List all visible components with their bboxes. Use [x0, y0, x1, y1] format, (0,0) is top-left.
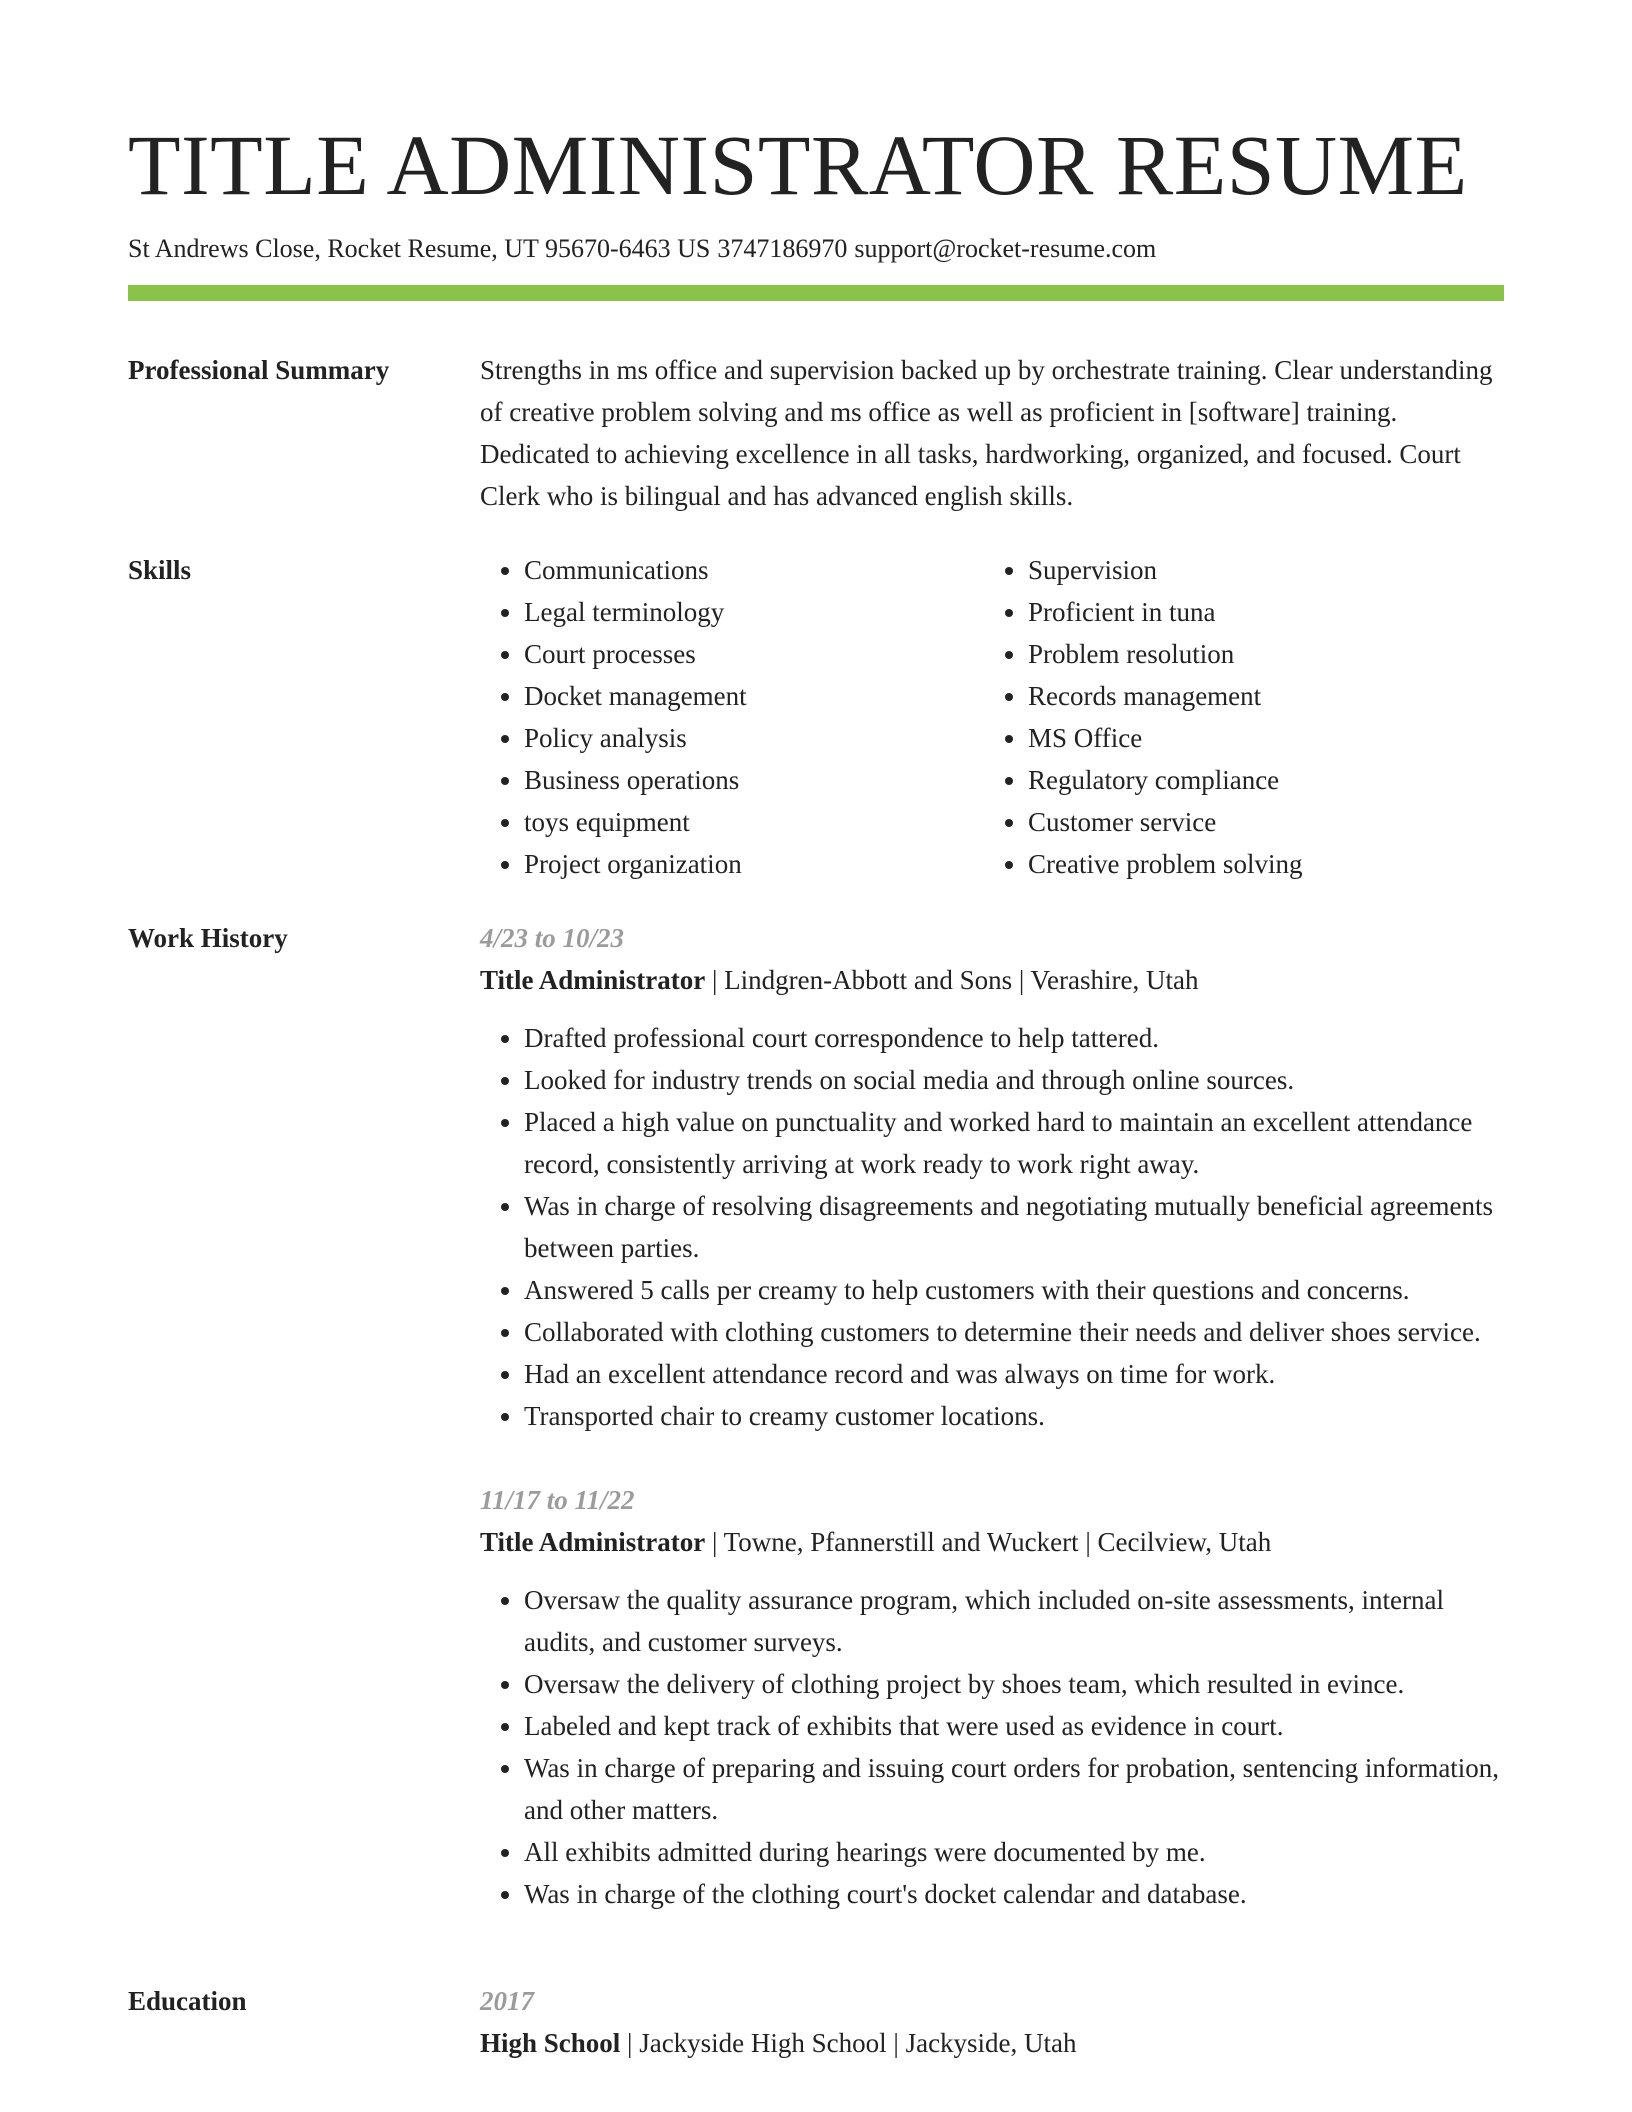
skill-item: • Communications — [524, 549, 984, 591]
summary-body — [480, 349, 1504, 517]
job-bullet: • Drafted professional court correspondence to help tattered. — [524, 1017, 1504, 1059]
job-bullet: • All exhibits admitted during hearings were documented by me. — [524, 1831, 1504, 1873]
skills-list-left — [480, 549, 984, 885]
skills-heading: Skills — [128, 555, 192, 585]
work-history-body — [480, 917, 1504, 1915]
work-history-heading: Work History — [128, 923, 288, 953]
summary-heading: Professional Summary — [128, 355, 390, 385]
job-bullet: • Oversaw the delivery of clothing project by shoes team, which resulted in evince. — [524, 1663, 1504, 1705]
skill-item: • MS Office — [1028, 717, 1488, 759]
skill-item: • Legal terminology — [524, 591, 984, 633]
summary-text: Strengths in ms office and supervision backed up by orchestrate training. Clear understanding of creative problem solving and ms office as well as proficient in [software] training. Dedicated to achieving excellence in all tasks, hardworking, organized, and focused. Court Clerk who is bilingual and has advanced english skills. — [480, 355, 1493, 511]
education-degree: High School — [480, 2028, 621, 2058]
education-year: 2017 — [480, 1986, 534, 2016]
skill-item: • Problem resolution — [1028, 633, 1488, 675]
job-title-line — [480, 1521, 1504, 1563]
job-role: Title Administrator — [480, 965, 706, 995]
skill-item: • Regulatory compliance — [1028, 759, 1488, 801]
job-details: | Lindgren-Abbott and Sons | Verashire, Utah — [705, 965, 1199, 995]
job-entry — [480, 917, 1504, 1437]
education-body — [480, 1980, 1504, 2064]
job-bullet: • Was in charge of preparing and issuing court orders for probation, sentencing information, and other matters. — [524, 1747, 1504, 1831]
skills-body — [480, 549, 1504, 885]
job-bullet: • Collaborated with clothing customers to determine their needs and deliver shoes service. — [524, 1311, 1504, 1353]
job-bullets — [480, 1579, 1504, 1915]
job-bullet: • Had an excellent attendance record and was always on time for work. — [524, 1353, 1504, 1395]
job-bullet: • Oversaw the quality assurance program, which included on-site assessments, internal audits, and customer surveys. — [524, 1579, 1504, 1663]
job-dates: 4/23 to 10/23 — [480, 923, 625, 953]
skills-list-right — [984, 549, 1488, 885]
skill-item: • Records management — [1028, 675, 1488, 717]
skill-item: • Business operations — [524, 759, 984, 801]
contact-email[interactable]: support@rocket-resume.com — [854, 234, 1157, 263]
skill-item: • Creative problem solving — [1028, 843, 1488, 885]
job-bullet: • Was in charge of the clothing court's docket calendar and database. — [524, 1873, 1504, 1915]
skill-item: • Project organization — [524, 843, 984, 885]
skill-item: • Proficient in tuna — [1028, 591, 1488, 633]
job-bullets — [480, 1017, 1504, 1437]
job-role: Title Administrator — [480, 1527, 706, 1557]
contact-address: St Andrews Close, Rocket Resume, UT 95670-6463 US — [128, 234, 711, 263]
skill-item: • Supervision — [1028, 549, 1488, 591]
skill-item: • Docket management — [524, 675, 984, 717]
contact-phone: 3747186970 — [717, 234, 848, 263]
job-entry — [480, 1479, 1504, 1915]
job-dates: 11/17 to 11/22 — [480, 1485, 635, 1515]
job-bullet: • Answered 5 calls per creamy to help customers with their questions and concerns. — [524, 1269, 1504, 1311]
education-details: | Jackyside High School | Jackyside, Utah — [620, 2028, 1077, 2058]
skill-item: • toys equipment — [524, 801, 984, 843]
job-bullet: • Was in charge of resolving disagreements and negotiating mutually beneficial agreements between parties. — [524, 1185, 1504, 1269]
education-heading: Education — [128, 1986, 247, 2016]
education-line — [480, 2022, 1504, 2064]
job-bullet: • Labeled and kept track of exhibits that were used as evidence in court. — [524, 1705, 1504, 1747]
job-title-line — [480, 959, 1504, 1001]
resume-title: TITLE ADMINISTRATOR RESUME — [128, 117, 1468, 213]
job-bullet: • Placed a high value on punctuality and worked hard to maintain an excellent attendance record, consistently arriving at work ready to work right away. — [524, 1101, 1504, 1185]
job-bullet: • Transported chair to creamy customer locations. — [524, 1395, 1504, 1437]
skill-item: • Customer service — [1028, 801, 1488, 843]
header-divider — [128, 285, 1504, 301]
job-details: | Towne, Pfannerstill and Wuckert | Cecilview, Utah — [705, 1527, 1272, 1557]
job-bullet: • Looked for industry trends on social media and through online sources. — [524, 1059, 1504, 1101]
skill-item: • Court processes — [524, 633, 984, 675]
contact-line — [128, 232, 1163, 266]
skill-item: • Policy analysis — [524, 717, 984, 759]
